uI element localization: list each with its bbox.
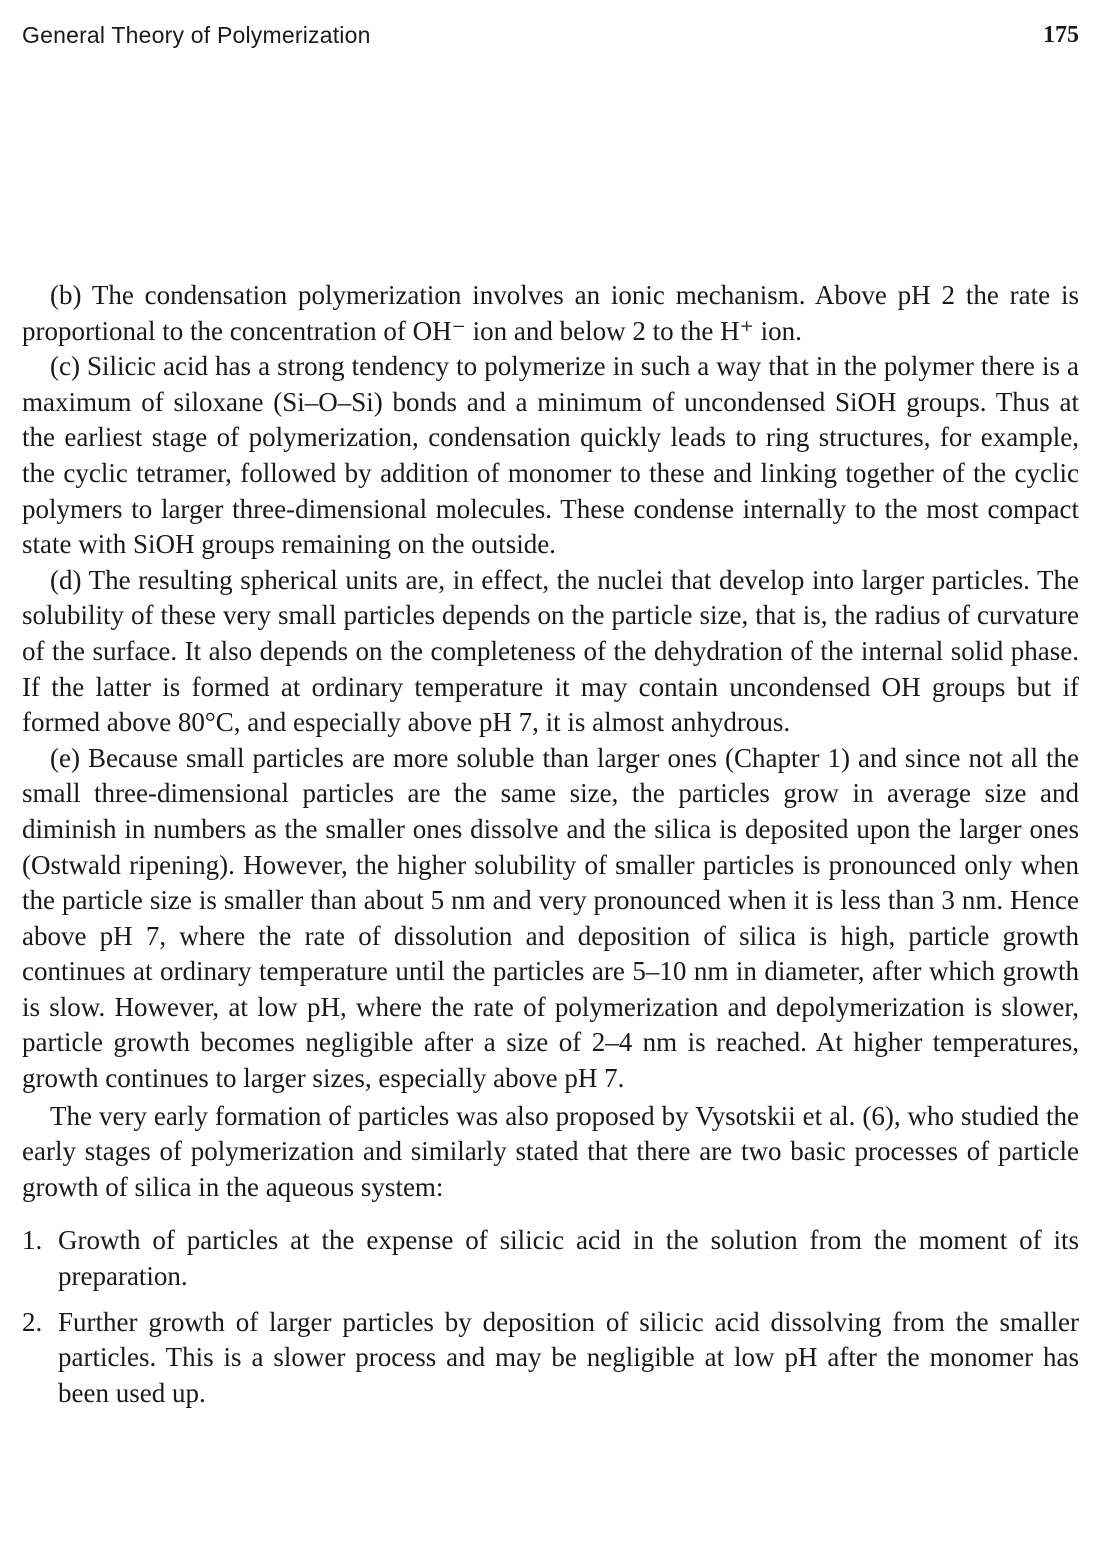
list-marker: 1. [22,1225,43,1256]
page-number: 175 [1043,22,1079,48]
paragraph-b: (b) The condensation polymerization involves an ionic mechanism. Above pH 2 the rate is proportional to the concentration of OH⁻ ion and below 2 to the H⁺ ion. [22,280,1079,346]
paragraph-vysotskii: The very early formation of particles was also proposed by Vysotskii et al. (6), who studied the early stages of polymerization and similarly stated that there are two basic processes of particle growth of silica in the aqueous system: [22,1100,1079,1202]
list-item-text: Growth of particles at the expense of silicic acid in the solution from the moment of its preparation. [58,1225,1079,1292]
paragraph-d: (d) The resulting spherical units are, in effect, the nuclei that develop into larger particles. The solubility of these very small particles depends on the particle size, that is, the radius of curvature of the surface. It also depends on the completeness of the dehydration of the internal solid phase. If the latter is formed at ordinary temperature it may contain uncondensed OH groups but if formed above 80°C, and especially above pH 7, it is almost anhydrous. [22,564,1079,738]
list-item-text: Further growth of larger particles by deposition of silicic acid dissolving from the smaller particles. This is a slower process and may be negligible at low pH after the monomer has been used up. [58,1306,1079,1408]
list-item [22,1305,1079,1412]
page-body [22,278,1079,1421]
running-title: General Theory of Polymerization [22,22,371,48]
list-item [22,1223,1079,1294]
paragraph-c: (c) Silicic acid has a strong tendency to polymerize in such a way that in the polymer there is a maximum of siloxane (Si–O–Si) bonds and a minimum of uncondensed SiOH groups. Thus at the earliest stage of polymerization, condensation quickly leads to ring structures, for example, the cyclic tetramer, followed by addition of monomer to these and linking together of the cyclic polymers to larger three-dimensional molecules. These condense internally to the most compact state with SiOH groups remaining on the outside. [22,351,1079,560]
page-header [22,22,1079,58]
growth-process-list [22,1223,1079,1411]
paragraph-e: (e) Because small particles are more soluble than larger ones (Chapter 1) and since not all the small three-dimensional particles are the same size, the particles grow in average size and diminish in numbers as the smaller ones dissolve and the silica is deposited upon the larger ones (Ostwald ripening). However, the higher solubility of smaller particles is pronounced only when the particle size is smaller than about 5 nm and very pronounced when it is less than 3 nm. Hence above pH 7, where the rate of dissolution and deposition of silica is high, particle growth continues at ordinary temperature until the particles are 5–10 nm in diameter, after which growth is slow. However, at low pH, where the rate of polymerization and depolymerization is slower, particle growth becomes negligible after a size of 2–4 nm is reached. At higher temperatures, growth continues to larger sizes, especially above pH 7. [22,742,1079,1094]
list-marker: 2. [22,1306,43,1337]
